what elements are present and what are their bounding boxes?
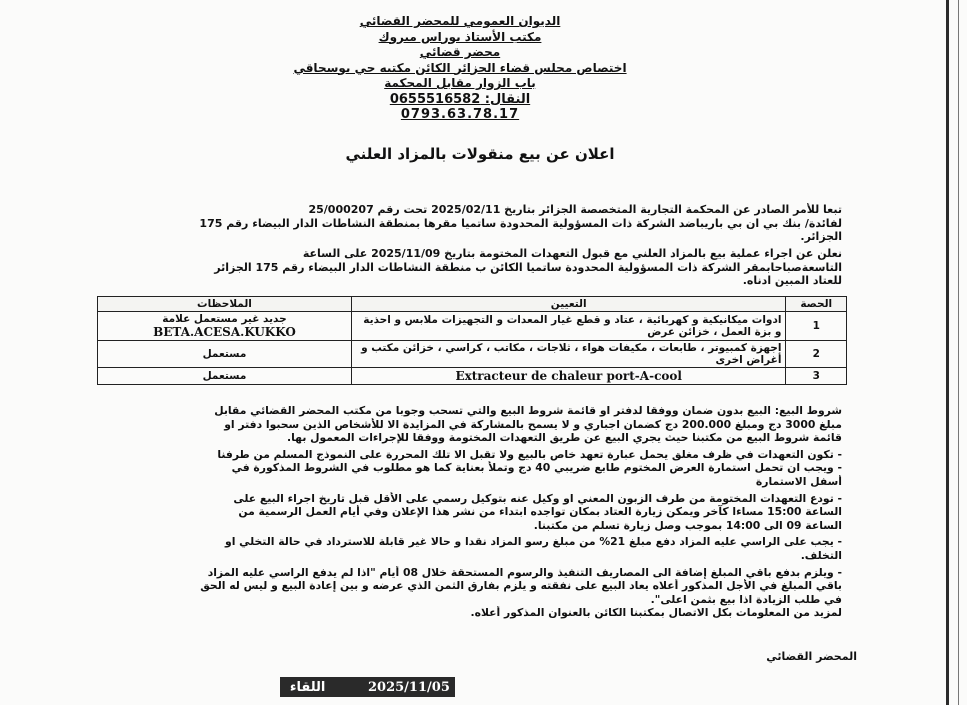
condition-line: - ويجب ان تحمل استمارة العرض المختوم طابع ضريبي 40 دج وتملأ بعناية كما هو مطلوب في الشروط المذكورة في [231, 461, 842, 475]
header-designation: التعيين [351, 297, 786, 312]
lots-table [97, 296, 847, 385]
lot-number: 2 [786, 341, 847, 368]
condition-line: - ويلزم بدفع باقي المبلغ إضافة الى المصاريف التنفيذ والرسوم المستحقة خلال 08 أيام "اذا لم يدفع الراسي عليه المزاد [207, 565, 842, 579]
condition-line: الساعة 09 الى 14:00 بموجب وصل زيارة تسلم من مكتبنا. [533, 518, 842, 532]
lot-designation-latin: Extracteur de chaleur port-A-cool [455, 369, 682, 383]
condition-line: - تكون التعهدات في ظرف مغلق يحمل عبارة تعهد خاص بالبيع ولا تقبل الا تلك المحررة على النموذج المسلم من طرفنا [217, 447, 842, 461]
sale-announcement-paragraph [112, 247, 842, 288]
lot-designation [351, 368, 786, 385]
paragraph-line: نعلن عن اجراء عملية بيع بالمزاد العلني مع قبول التعهدات المختومة بتاريخ 2025/11/09 على الساعة [302, 247, 842, 260]
condition-line: قائمة شروط البيع من مكتبنا حيث يجري البيع عن طريق التعهدات المختومة ووفقا للإجراءات المعمول بها. [287, 431, 842, 445]
remarks-text: جديد غير مستعمل علامة [162, 313, 287, 325]
lot-designation: اجهزة كمبيوتر ، طابعات ، مكيفات هواء ، ثلاجات ، مكاتب ، كراسي ، خزائن مكتب و أغراض اخرى [351, 341, 786, 368]
publication-footer [280, 677, 455, 697]
sale-conditions [102, 404, 842, 623]
table-row [98, 368, 847, 385]
condition-line: الساعة 15:00 مساءا كآخر ويمكن زيارة العتاد بمكان تواجده ابتداء من نشر هذا الإعلان وفي أيام العمل الرسمية من [238, 505, 842, 519]
letterhead-role: محضر قضائي [419, 45, 501, 59]
letterhead-office: الديوان العمومي للمحضر القضائي [359, 14, 561, 28]
paragraph-line: التاسعةصباحابمقر الشركة ذات المسؤولية المحدودة ساتميا الكائن ب منطقة النشاطات الدار البيضاء رقم 175 الجزائر [214, 260, 842, 274]
publication-date: 2025/11/05 [368, 679, 450, 695]
condition-line: شروط البيع: البيع بدون ضمان ووفقا لدفتر او قائمة شروط البيع والتي تسحب وجوبا من مكتب المحضر القضائي مقابل [214, 404, 842, 417]
lot-number: 1 [786, 312, 847, 341]
paragraph-line: الجزائر. [800, 230, 842, 243]
letterhead-jurisdiction: اختصاص مجلس قضاء الجزائر الكائن مكتبه حي بوسحاقي [293, 60, 627, 75]
table-row [98, 312, 847, 341]
condition-line: أسفل الاستمارة [755, 474, 842, 488]
lot-number: 3 [786, 368, 847, 385]
condition-line: في طلب الزيادة اذا بيع بثمن اعلى". [650, 592, 842, 606]
lot-remarks: مستعمل [98, 368, 352, 385]
condition-line: باقي المبلغ في الأجل المذكور أعلاه يعاد البيع على نفقته و يلزم بفارق الثمن الذي عرضه و بين إعادة البيع و ليس له الحق [200, 579, 842, 593]
scan-edge [946, 0, 949, 705]
letterhead-phone-2: 0793.63.78.17 [400, 107, 520, 122]
remarks-brand: BETA.ACESA.KUKKO [153, 325, 296, 339]
paragraph-line: للعتاد المبين ادناه. [742, 274, 842, 287]
table-row [98, 341, 847, 368]
lot-remarks [98, 312, 352, 341]
lot-designation: ادوات ميكانيكية و كهربائية ، عتاد و قطع غيار المعدات و التجهيزات ملابس و احذية و بزة العمل ، خزائن عرض [351, 312, 786, 341]
paragraph-line: تبعا للأمر الصادر عن المحكمة التجارية المتخصصة الجزائر بتاريخ 2025/02/11 تحت رقم 25/000207 [308, 203, 842, 216]
table-header-row [98, 297, 847, 312]
header-lot: الحصة [786, 297, 847, 312]
condition-line: - تودع التعهدات المختومة من طرف الزبون المعني او وكيل عنه بتوكيل رسمي على الأقل قبل تاريخ اجراء البيع على [233, 491, 842, 505]
condition-line: التخلف. [800, 548, 842, 562]
publication-label: اللقاء [289, 679, 326, 695]
lot-remarks: مستعمل [98, 341, 352, 368]
letterhead-address: باب الزوار مقابل المحكمة [384, 76, 536, 90]
condition-line: لمزيد من المعلومات بكل الاتصال بمكتبنا الكائن بالعنوان المذكور أعلاه. [470, 606, 842, 620]
condition-line: مبلغ 3000 دج ومبلغ 200.000 دج كضمان اجباري و لا يسمح بالمشاركة في المزايدة الا للأشخاص الذين سحبوا دفتر او [224, 417, 842, 431]
condition-line: - يجب على الراسي عليه المزاد دفع مبلغ 21% من مبلغ رسو المزاد نقدا و حالا غير قابلة للاسترداد في حالة التخلي او [225, 535, 842, 549]
signature-bailiff: المحضر القضائي [766, 650, 857, 663]
paragraph-line: لفائدة/ بنك بي ان بي باريباضد الشركة ذات المسؤولية المحدودة ساتميا مقرها بمنطقة النشاطات الدار البيضاء رقم 175 [199, 216, 842, 230]
letterhead [260, 14, 660, 123]
court-order-paragraph [112, 203, 842, 244]
announcement-title: اعلان عن بيع منقولات بالمزاد العلني [345, 145, 615, 163]
header-remarks: الملاحظات [98, 297, 352, 312]
letterhead-name: مكتب الأستاذ بوراس مبروك [378, 29, 542, 44]
letterhead-phone-mobile: النقال: 0655516582 [389, 91, 531, 107]
scan-edge-thin [958, 0, 959, 705]
